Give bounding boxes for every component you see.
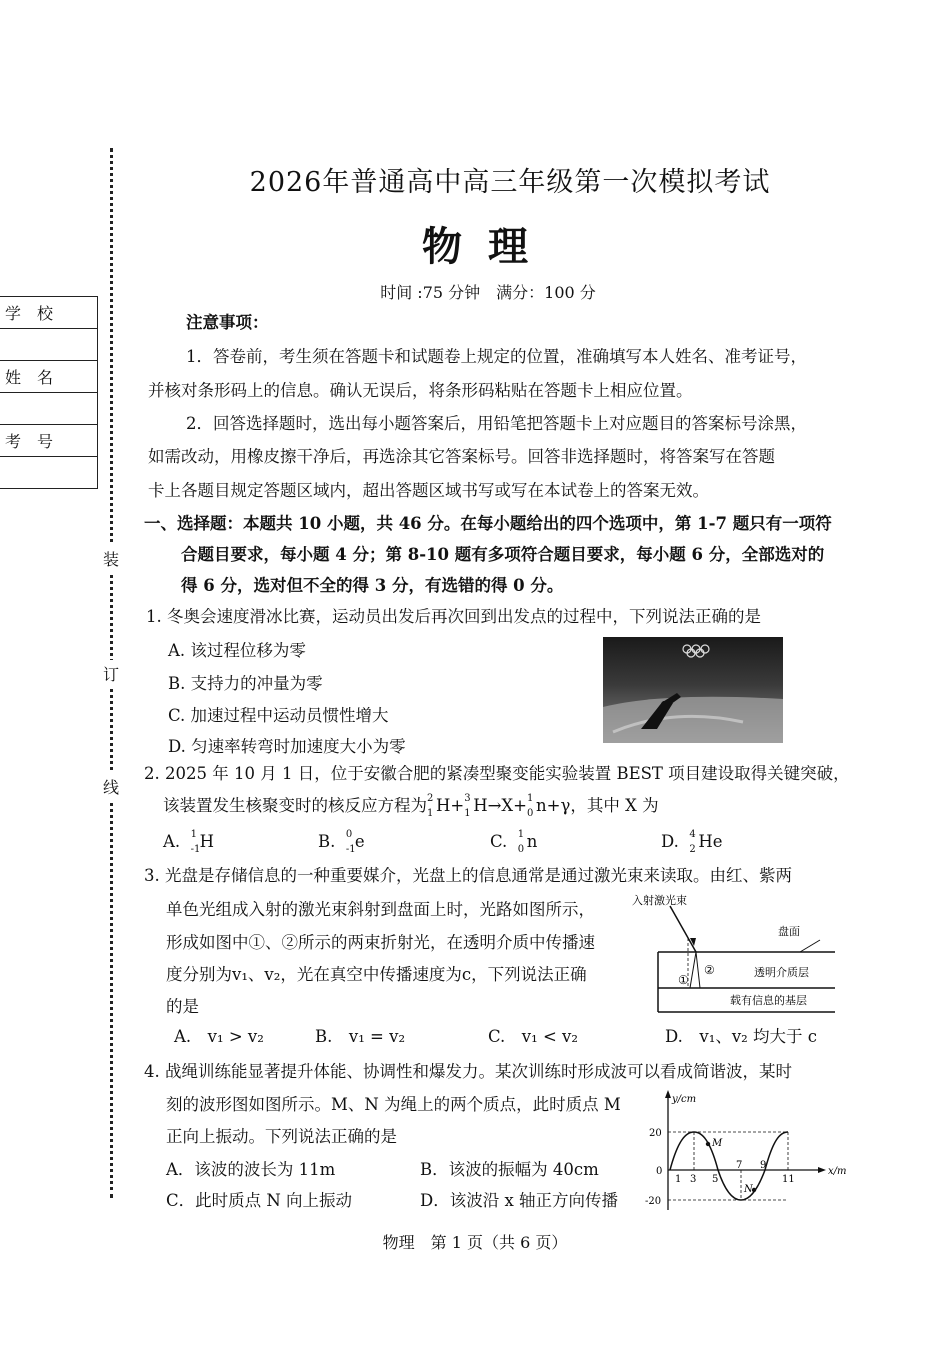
q1-option-d: D. 匀速率转弯时加速度大小为零 (168, 737, 406, 756)
section1-line1: 一、选择题：本题共 10 小题，共 46 分。在每小题给出的四个选项中，第 1-7 题只有一项符 (144, 514, 832, 533)
q3-option-b: B. v₁ = v₂ (315, 1027, 406, 1046)
school-label: 学 校 (0, 297, 98, 329)
id-label: 考 号 (0, 425, 98, 457)
notice-item2-line3: 卡上各题目规定答题区域内，超出答题区域书写或写在本试卷上的答案无效。 (148, 481, 709, 500)
q4-wave-graph (640, 1088, 860, 1218)
fig-x-tick-5: 5 (712, 1174, 719, 1185)
q2-line2 (163, 793, 659, 819)
q1-stem: 1. 冬奥会速度滑冰比赛，运动员出发后再次回到出发点的过程中，下列说法正确的是 (146, 607, 761, 626)
notice-item1-line2: 并核对条形码上的信息。确认无误后，将条形码粘贴在答题卡上相应位置。 (148, 381, 693, 400)
section1-line2: 合题目要求，每小题 4 分；第 8-10 题有多项符合题目要求，每小题 6 分，全部选对的 (181, 545, 825, 564)
section1-line3: 得 6 分，选对但不全的得 3 分，有选错的得 0 分。 (181, 576, 564, 595)
subject-title: 物理 (422, 223, 554, 270)
q3-line1: 3. 光盘是存储信息的一种重要媒介，光盘上的信息通常是通过激光束来读取。由红、紫两 (144, 866, 792, 885)
q4-line1: 4. 战绳训练能显著提升体能、协调性和爆发力。某次训练时形成波可以看成简谐波，某时 (144, 1062, 792, 1081)
q3-line3: 形成如图中①、②所示的两束折射光，在透明介质中传播速 (166, 933, 595, 952)
q3-line4: 度分别为v₁、v₂，光在真空中传播速度为c，下列说法正确 (166, 965, 587, 984)
q3-option-a: A. v₁ > v₂ (174, 1027, 264, 1046)
q2-eq-arrow: →X+ (487, 796, 528, 815)
fig-medium-label: 透明介质层 (754, 966, 809, 979)
notice-item2-line2: 如需改动，用橡皮擦干净后，再选涂其它答案标号。回答非选择题时，将答案写在答题 (148, 447, 775, 466)
fig-point-m: M (712, 1138, 723, 1149)
q3-option-c: C. v₁ < v₂ (488, 1027, 578, 1046)
binding-char-zhuang: 装 (103, 545, 119, 572)
name-label: 姓 名 (0, 361, 98, 393)
q4-line2: 刻的波形图如图所示。M、N 为绳上的两个质点，此时质点 M (166, 1095, 621, 1114)
student-info-form (0, 296, 98, 489)
notice-heading: 注意事项： (186, 313, 269, 332)
fig-y-tick-bottom: -20 (645, 1196, 662, 1207)
fig-point-n: N (744, 1184, 753, 1195)
fig-x-axis-label: x/m (828, 1166, 847, 1177)
q4-option-a: A．该波的波长为 11m (166, 1160, 336, 1179)
q1-option-c: C. 加速过程中运动员惯性增大 (168, 706, 389, 725)
fig-incident-label: 入射激光束 (632, 894, 687, 907)
fig-ray2-label: ② (704, 963, 715, 977)
q3-option-d: D. v₁、v₂ 均大于 c (665, 1027, 817, 1046)
q3-optical-disc-diagram (630, 890, 840, 1020)
q3-line5: 的是 (166, 997, 199, 1016)
q2-option-c: C. 1 0 n (490, 829, 538, 855)
q2-line2-pre: 该装置发生核聚变时的核反应方程为 (163, 796, 427, 815)
q4-line3: 正向上振动。下列说法正确的是 (166, 1127, 397, 1146)
fig-surface-label: 盘面 (778, 925, 800, 938)
time-info: 时间 :75 分钟 满分：100 分 (380, 283, 596, 302)
speed-skating-photo (603, 637, 783, 743)
q1-option-b: B. 支持力的冲量为零 (168, 674, 323, 693)
q2-eq-plus: + (450, 796, 465, 815)
q2-option-a: A. 1 -1 H (163, 829, 215, 855)
notice-item1-line1: 1．答卷前，考生须在答题卡和试题卷上规定的位置，准确填写本人姓名、准考证号， (186, 347, 807, 366)
q4-option-b: B．该波的振幅为 40cm (420, 1160, 599, 1179)
q2-eq-neutron: 1 0 n+γ (527, 793, 571, 819)
q2-line2-post: ，其中 X 为 (570, 796, 659, 815)
fig-x-tick-9: 9 (760, 1160, 767, 1171)
fig-x-tick-1: 1 (675, 1174, 682, 1185)
q4-option-d: D．该波沿 x 轴正方向传播 (420, 1191, 619, 1210)
notice-item2-line1: 2．回答选择题时，选出每小题答案后，用铅笔把答题卡上对应题目的答案标号涂黑， (186, 414, 807, 433)
fig-origin: 0 (656, 1166, 663, 1177)
binding-char-ding: 订 (103, 660, 119, 687)
fig-x-tick-7: 7 (736, 1160, 743, 1171)
fig-x-tick-11: 11 (782, 1174, 795, 1185)
id-field[interactable] (0, 457, 98, 489)
q4-option-c: C．此时质点 N 向上振动 (166, 1191, 353, 1210)
fig-y-tick-top: 20 (649, 1128, 662, 1139)
q1-option-a: A. 该过程位移为零 (168, 641, 306, 660)
q2-eq-tritium: 3 1 H (464, 793, 488, 819)
fig-base-label: 载有信息的基层 (730, 994, 807, 1007)
q3-line2: 单色光组成入射的激光束斜射到盘面上时，光路如图所示， (166, 900, 595, 919)
exam-title: 2026年普通高中高三年级第一次模拟考试 (249, 167, 771, 198)
fig-y-axis-label: y/cm (672, 1094, 697, 1105)
page-footer: 物理 第 1 页（共 6 页） (382, 1233, 568, 1252)
q2-eq-deuterium: 2 1 H (427, 793, 451, 819)
name-field[interactable] (0, 393, 98, 425)
q2-option-d: D. 4 2 He (661, 829, 723, 855)
q2-option-b: B. 0 -1 e (318, 829, 365, 855)
school-field[interactable] (0, 329, 98, 361)
q2-line1: 2. 2025 年 10 月 1 日，位于安徽合肥的紧凑型聚变能实验装置 BEST 项目建设取得关键突破， (144, 764, 850, 783)
fig-ray1-label: ① (678, 973, 689, 987)
fig-x-tick-3: 3 (690, 1174, 697, 1185)
binding-char-xian: 线 (103, 773, 119, 800)
